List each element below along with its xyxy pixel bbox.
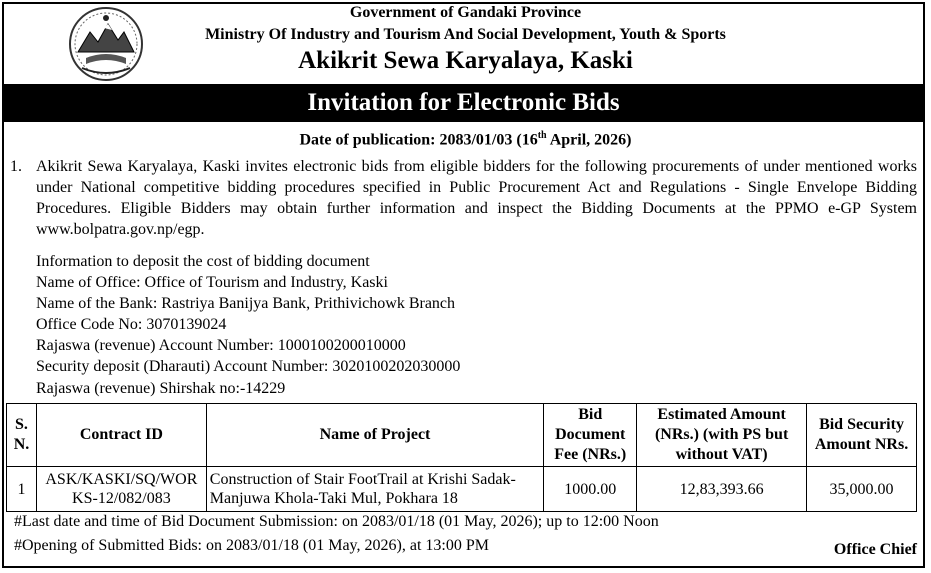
deposit-info-line: Name of the Bank: Rastriya Banijya Bank, Prithivichowk Branch: [36, 295, 456, 313]
cell-security: 35,000.00: [807, 467, 917, 512]
cell-estimate: 12,83,393.66: [637, 467, 807, 512]
table-row: [7, 467, 917, 512]
deposit-info-line: Office Code No: 3070139024: [36, 316, 227, 334]
deposit-info-block: [36, 251, 460, 399]
government-title: Government of Gandaki Province: [349, 4, 582, 21]
cell-project: Construction of Stair FootTrail at Krishi Sadak-Manjuwa Khola-Taki Mul, Pokhara 18: [206, 467, 543, 512]
deposit-info-line: Information to deposit the cost of bidding document: [36, 253, 370, 270]
bid-opening: #Opening of Submitted Bids: on 2083/01/18 (01 May, 2026), at 13:00 PM: [14, 537, 489, 554]
table-header-row: [7, 404, 917, 467]
notice-paragraph: [10, 156, 917, 240]
page-title: Invitation for Electronic Bids: [2, 84, 925, 122]
office-title: Akikrit Sewa Karyalaya, Kaski: [298, 47, 633, 74]
paragraph-number: 1.: [10, 158, 22, 175]
cell-fee: 1000.00: [544, 467, 637, 512]
header-estimate: Estimated Amount (NRs.) (with PS but without VAT): [637, 404, 807, 467]
deposit-info-line: Rajaswa (revenue) Account Number: 1000100200010000: [36, 337, 406, 355]
publication-date: Date of publication: 2083/01/03 (16th April, 2026): [299, 130, 632, 149]
header-security: Bid Security Amount NRs.: [807, 404, 917, 467]
deposit-info-line: Rajaswa (revenue) Shirshak no:-14229: [36, 379, 286, 397]
notice-text: Akikrit Sewa Karyalaya, Kaski invites electronic bids from eligible bidders for the following procurements of under mentioned works under National competitive bidding procedures specified in Public Procurement Act and Regulations - Single Envelope Bidding Procedures. Eligible Bidders may obtain further information and inspect the Bidding Documents at the PPMO e-GP System www.bolpatra.gov.np/egp.: [36, 158, 917, 238]
cell-contract-id: ASK/KASKI/SQ/WORKS-12/082/083: [36, 467, 206, 512]
bids-table: [6, 403, 917, 512]
header-sn: S. N.: [7, 404, 37, 467]
header-fee: Bid Document Fee (NRs.): [544, 404, 637, 467]
signatory: Office Chief: [833, 541, 917, 558]
ministry-title: Ministry Of Industry and Tourism And Social Development, Youth & Sports: [205, 26, 726, 43]
submission-deadline: #Last date and time of Bid Document Submission: on 2083/01/18 (01 May, 2026); up to 12:00 Noon: [14, 513, 659, 530]
cell-sn: 1: [7, 467, 37, 512]
header-project: Name of Project: [206, 404, 543, 467]
deposit-info-line: Name of Office: Office of Tourism and Industry, Kaski: [36, 274, 388, 292]
deposit-info-line: Security deposit (Dharauti) Account Number: 3020100202030000: [36, 358, 461, 376]
header-contract-id: Contract ID: [36, 404, 206, 467]
